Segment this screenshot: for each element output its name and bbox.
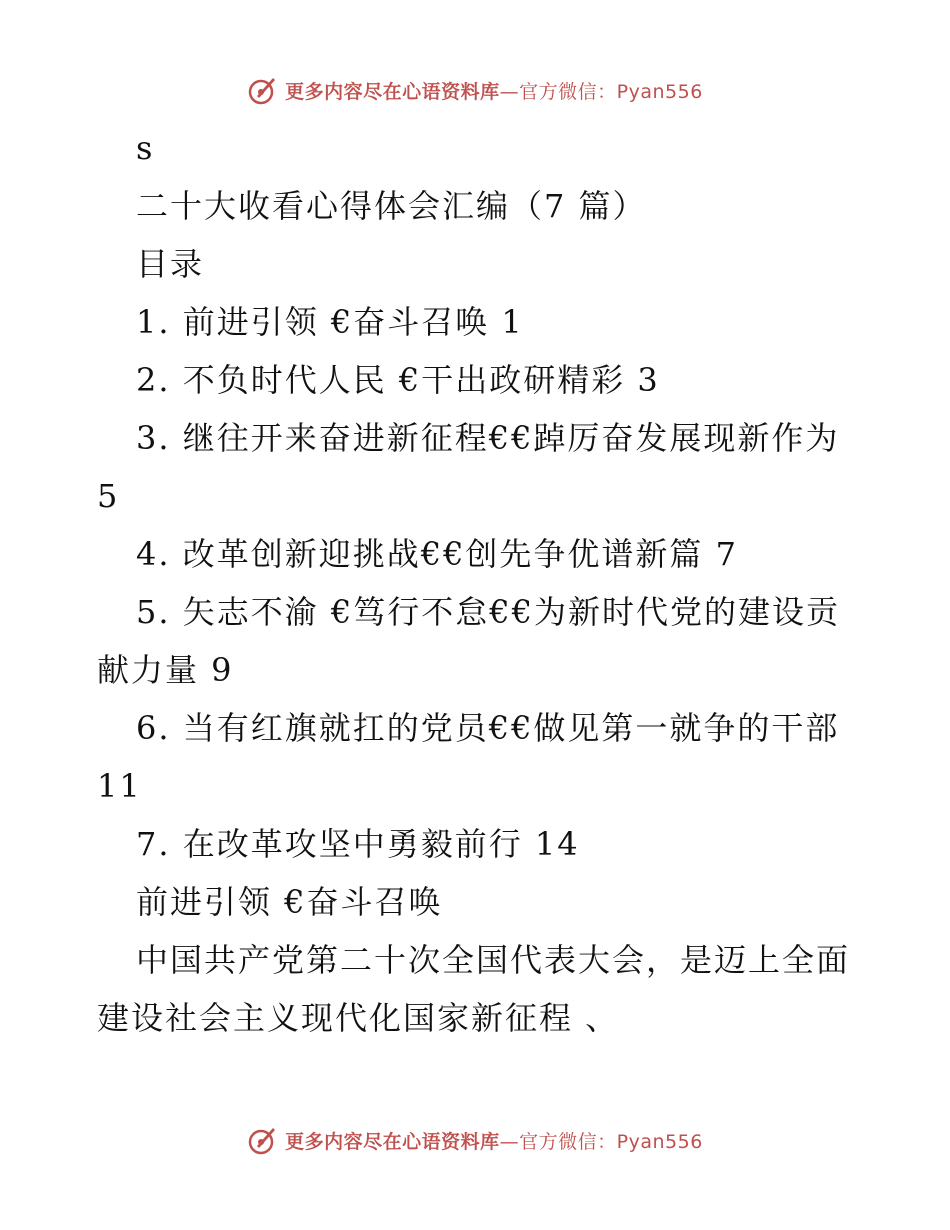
quill-logo-icon (247, 74, 279, 106)
watermark-title: 更多内容尽在心语资料库 (285, 80, 500, 103)
toc-item: 3. 继往开来奋进新征程€€踔厉奋发展现新作为 (136, 419, 840, 457)
watermark-suffix: 官方微信：Pyan556 (519, 80, 703, 103)
toc-item: 1. 前进引领 €奋斗召唤 1 (136, 303, 524, 341)
text-line: s (136, 129, 155, 167)
paragraph-line: 建设社会主义现代化国家新征程 、 (97, 999, 620, 1037)
document-title: 二十大收看心得体会汇编（7 篇） (136, 187, 647, 225)
toc-heading: 目录 (136, 245, 205, 283)
toc-item: 4. 改革创新迎挑战€€创先争优谱新篇 7 (136, 535, 738, 573)
toc-item-page: 5 (97, 477, 120, 515)
watermark-dash: — (499, 80, 520, 103)
footer-watermark (0, 1120, 950, 1160)
quill-logo-icon (247, 1124, 279, 1156)
section-heading: 前进引领 €奋斗召唤 (136, 883, 443, 921)
watermark-dash: — (499, 1130, 520, 1153)
toc-item: 5. 矢志不渝 €笃行不怠€€为新时代党的建设贡 (136, 593, 840, 631)
watermark-suffix: 官方微信：Pyan556 (519, 1130, 703, 1153)
header-watermark (0, 70, 950, 110)
toc-item: 6. 当有红旗就扛的党员€€做见第一就争的干部 (136, 709, 840, 747)
paragraph-line: 中国共产党第二十次全国代表大会，是迈上全面 (136, 941, 851, 979)
toc-item: 2. 不负时代人民 €干出政研精彩 3 (136, 361, 660, 399)
toc-item: 7. 在改革攻坚中勇毅前行 14 (136, 825, 580, 863)
toc-item-page: 11 (97, 767, 142, 805)
watermark-title: 更多内容尽在心语资料库 (285, 1130, 500, 1153)
toc-item-continued: 献力量 9 (97, 651, 234, 689)
